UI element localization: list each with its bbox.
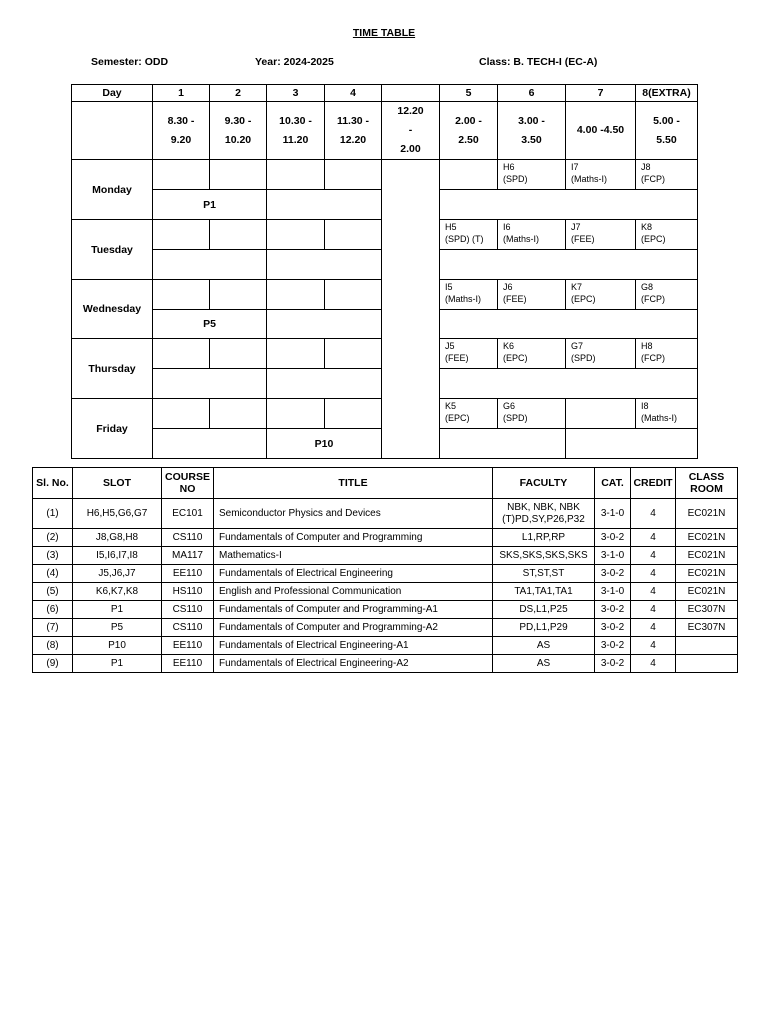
credit: 4 [631,547,676,565]
lab-block: P1 [153,190,267,220]
time-line: 12.20 [397,105,424,117]
slot-code: (FCP) [641,294,665,304]
afternoon-slot [498,160,566,190]
category: 3-1-0 [595,499,631,529]
category: 3-1-0 [595,583,631,601]
slot-code: (FCP) [641,353,665,363]
slot-code: (EPC) [503,353,528,363]
afternoon-slot [440,280,498,310]
course-title: English and Professional Communication [214,583,493,601]
header-line: ROOM [690,483,723,495]
morning-slot [210,399,267,429]
faculty [493,601,595,619]
col-header-slot: SLOT [73,468,162,499]
lab-block [267,250,382,280]
slot-code: H6 [503,162,515,172]
slot-code: (SPD) [503,413,528,423]
course-title: Fundamentals of Electrical Engineering-A2 [214,655,493,673]
class-label: Class: B. TECH-I (EC-A) [479,56,598,68]
afternoon-slot [636,160,698,190]
time-slot [382,102,440,160]
slot-code: (Maths-I) [503,234,539,244]
semester-label: Semester: ODD [91,56,169,68]
lab-block [440,310,698,339]
time-line: 3.50 [521,133,542,146]
col-header-course-no [162,468,214,499]
morning-slot [325,220,382,250]
morning-slot [210,220,267,250]
time-line: 10.20 [224,133,252,146]
morning-slot [267,280,325,310]
time-line: 2.00 [400,143,421,155]
faculty-line: AS [536,639,551,651]
afternoon-slot [440,220,498,250]
class-room: EC021N [676,583,738,601]
faculty-line: (T)PD,SY,P26,P32 [502,513,585,525]
class-room: EC307N [676,601,738,619]
col-header-slno: Sl. No. [33,468,73,499]
faculty-line: ST,ST,ST [522,567,565,579]
time-line: 2.00 - [455,114,482,127]
time-slot [153,102,210,160]
sl-no: (1) [33,499,73,529]
slot-code: H8 [641,341,653,351]
credit: 4 [631,601,676,619]
slot-code: G8 [641,282,654,292]
lab-block [440,250,698,280]
header-line: CLASS [688,471,725,483]
time-line: 10.30 - [279,114,312,127]
slot-code: K5 [445,401,457,411]
afternoon-slot [636,339,698,369]
category: 3-1-0 [595,547,631,565]
slot-code: I5 [445,282,453,292]
time-line: 2.50 [458,133,479,146]
time-slot [498,102,566,160]
morning-slot [267,220,325,250]
col-header-cat: CAT. [595,468,631,499]
morning-slot [325,160,382,190]
faculty-line: AS [536,657,551,669]
faculty-line: NBK, NBK, NBK [507,501,580,513]
afternoon-slot [636,220,698,250]
morning-slot [153,160,210,190]
category: 3-0-2 [595,601,631,619]
col-header-faculty: FACULTY [493,468,595,499]
faculty-line: SKS,SKS,SKS,SKS [499,549,588,561]
time-line: 11.20 [282,133,309,146]
class-room [676,637,738,655]
slot-code: (Maths-I) [571,174,607,184]
lab-block [267,190,382,220]
slot: H6,H5,G6,G7 [73,499,162,529]
slot-code: K7 [571,282,583,292]
slot: K6,K7,K8 [73,583,162,601]
course-no: EC101 [162,499,214,529]
slot-code: I8 [641,401,649,411]
afternoon-slot [566,399,636,429]
category: 3-0-2 [595,619,631,637]
lab-block [440,369,698,399]
course-no: EE110 [162,655,214,673]
period-header: 3 [267,85,325,102]
afternoon-slot [636,399,698,429]
header-line: NO [179,483,196,495]
slot-code: (FEE) [571,234,595,244]
course-title: Mathematics-I [214,547,493,565]
slot-code: J7 [571,222,581,232]
slot-code: (FCP) [641,174,665,184]
course-no: CS110 [162,529,214,547]
faculty-line: PD,L1,P29 [519,621,568,633]
afternoon-slot [636,280,698,310]
faculty [493,619,595,637]
period-header: 2 [210,85,267,102]
slot-code: (FEE) [445,353,469,363]
blank-cell [72,102,153,160]
class-room: EC021N [676,547,738,565]
faculty-line: DS,L1,P25 [519,603,568,615]
afternoon-slot [566,220,636,250]
period-header: 1 [153,85,210,102]
morning-slot [210,160,267,190]
morning-slot [153,220,210,250]
lab-block [153,429,267,459]
morning-slot [210,339,267,369]
slot-code: J6 [503,282,513,292]
time-line: 3.00 - [518,114,545,127]
morning-slot [267,399,325,429]
time-line: 9.30 - [224,114,252,127]
course-title: Fundamentals of Computer and Programming-A2 [214,619,493,637]
faculty [493,583,595,601]
course-title: Fundamentals of Computer and Programming [214,529,493,547]
slot-code: G6 [503,401,516,411]
credit: 4 [631,637,676,655]
afternoon-slot [440,339,498,369]
sl-no: (3) [33,547,73,565]
lab-block [566,429,698,459]
morning-slot [153,280,210,310]
afternoon-slot [440,160,498,190]
afternoon-slot [498,339,566,369]
category: 3-0-2 [595,529,631,547]
slot: P10 [73,637,162,655]
time-line: 12.20 [339,133,367,146]
slot-code: (Maths-I) [445,294,481,304]
faculty-line: L1,RP,RP [521,531,566,543]
course-no: CS110 [162,619,214,637]
credit: 4 [631,499,676,529]
faculty [493,637,595,655]
day-header: Day [72,85,153,102]
period-header: 4 [325,85,382,102]
course-no: HS110 [162,583,214,601]
credit: 4 [631,565,676,583]
sl-no: (2) [33,529,73,547]
lab-block [440,190,698,220]
class-room: EC021N [676,499,738,529]
course-title: Fundamentals of Electrical Engineering [214,565,493,583]
period-header: 8(EXTRA) [636,85,698,102]
afternoon-slot [566,339,636,369]
faculty-line: TA1,TA1,TA1 [514,585,573,597]
period-header: 6 [498,85,566,102]
lab-block [153,369,267,399]
time-slot [267,102,325,160]
class-room: EC021N [676,565,738,583]
sl-no: (6) [33,601,73,619]
class-room: EC307N [676,619,738,637]
period-header: 7 [566,85,636,102]
slot-code: (Maths-I) [641,413,677,423]
course-no: CS110 [162,601,214,619]
lab-block [153,250,267,280]
time-line: 5.50 [656,133,677,146]
slot: P1 [73,601,162,619]
day-name: Thursday [72,339,153,399]
col-header-room [676,468,738,499]
lab-block [267,369,382,399]
morning-slot [153,399,210,429]
slot-code: I6 [503,222,511,232]
day-name: Wednesday [72,280,153,339]
lab-block: P5 [153,310,267,339]
time-slot [636,102,698,160]
slot: J8,G8,H8 [73,529,162,547]
morning-slot [153,339,210,369]
afternoon-slot [498,220,566,250]
schedule-grid [71,84,698,459]
time-line: 9.20 [170,133,192,146]
day-name: Monday [72,160,153,220]
year-label: Year: 2024-2025 [255,56,334,68]
slot-code: J8 [641,162,651,172]
slot-code: (EPC) [445,413,470,423]
morning-slot [325,399,382,429]
day-name: Friday [72,399,153,459]
slot: J5,J6,J7 [73,565,162,583]
morning-slot [267,339,325,369]
morning-slot [210,280,267,310]
afternoon-slot [440,399,498,429]
time-slot [440,102,498,160]
slot-code: (EPC) [641,234,666,244]
time-slot [325,102,382,160]
slot-code: J5 [445,341,455,351]
col-header-title: TITLE [214,468,493,499]
sl-no: (8) [33,637,73,655]
period-header: 5 [440,85,498,102]
time-line: 4.00 -4.50 [576,124,625,136]
slot: P1 [73,655,162,673]
lunch-break [382,160,440,459]
morning-slot [325,280,382,310]
morning-slot [325,339,382,369]
course-title: Semiconductor Physics and Devices [214,499,493,529]
slot-code: (SPD) [503,174,528,184]
sl-no: (7) [33,619,73,637]
slot-code: G7 [571,341,584,351]
lab-block: P10 [267,429,382,459]
afternoon-slot [498,280,566,310]
faculty [493,655,595,673]
course-title: Fundamentals of Computer and Programming-A1 [214,601,493,619]
slot-code: I7 [571,162,579,172]
category: 3-0-2 [595,637,631,655]
col-header-credit: CREDIT [631,468,676,499]
credit: 4 [631,619,676,637]
credit: 4 [631,583,676,601]
header-line: COURSE [165,471,210,483]
slot: I5,I6,I7,I8 [73,547,162,565]
slot-code: K6 [503,341,515,351]
afternoon-slot [498,399,566,429]
morning-slot [267,160,325,190]
sl-no: (5) [33,583,73,601]
course-title: Fundamentals of Electrical Engineering-A1 [214,637,493,655]
slot-code: K8 [641,222,653,232]
course-no: MA117 [162,547,214,565]
period-header [382,85,440,102]
afternoon-slot [566,160,636,190]
class-room: EC021N [676,529,738,547]
time-slot [210,102,267,160]
lab-block [267,310,382,339]
class-room [676,655,738,673]
faculty [493,529,595,547]
lab-block [440,429,566,459]
slot-code: (SPD) (T) [445,234,484,244]
slot-code: (SPD) [571,353,596,363]
credit: 4 [631,529,676,547]
sl-no: (4) [33,565,73,583]
time-line: 8.30 - [167,114,195,127]
time-line: 5.00 - [653,114,680,127]
faculty [493,565,595,583]
category: 3-0-2 [595,655,631,673]
slot-code: H5 [445,222,457,232]
time-line: - [408,124,413,136]
afternoon-slot [566,280,636,310]
faculty [493,499,595,529]
faculty [493,547,595,565]
credit: 4 [631,655,676,673]
course-no: EE110 [162,565,214,583]
time-slot [566,102,636,160]
course-table [32,467,738,673]
category: 3-0-2 [595,565,631,583]
sl-no: (9) [33,655,73,673]
course-no: EE110 [162,637,214,655]
page-title: TIME TABLE [352,27,416,39]
slot-code: (FEE) [503,294,527,304]
day-name: Tuesday [72,220,153,280]
slot-code: (EPC) [571,294,596,304]
slot: P5 [73,619,162,637]
time-line: 11.30 - [336,114,370,127]
